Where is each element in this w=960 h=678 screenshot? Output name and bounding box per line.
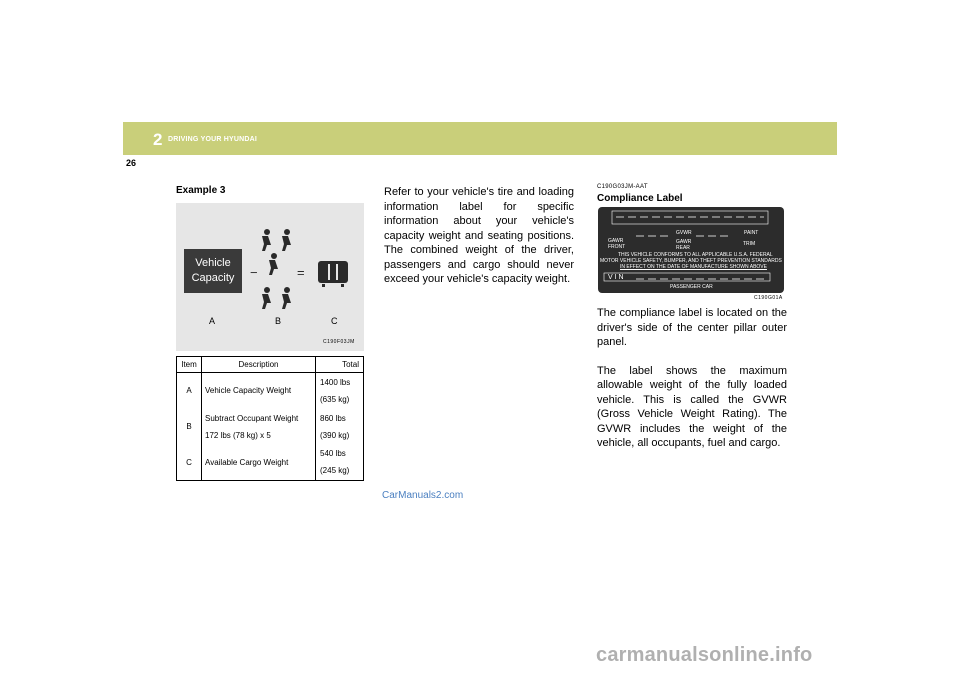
person-icon [282,229,291,251]
minus-sign: − [250,265,258,280]
watermark-link[interactable]: CarManuals2.com [382,490,464,501]
trim-text: TRIM [743,241,756,247]
row-item: C [177,445,202,481]
watermark-footer: carmanualsonline.info [596,644,813,666]
compliance-paragraph-2: The label shows the maximum allowable weight of the fully loaded vehicle. This is called the GVWR (Gross Vehicle Weight Rating). The GVWR includes the weight of the vehicle, all occupants, fuel and cargo. [597,364,787,449]
equals-sign: = [297,265,305,280]
person-icon [262,229,271,251]
chapter-number: 2 [153,130,163,149]
tire-loading-paragraph: Refer to your vehicle's tire and loading information label for specific information about your vehicle's capacity weight and seating positions. The combined weight of the driver, passengers and cargo should never exceed your vehicle's capacity weight. [384,186,574,285]
row-total-metric: (635 kg) [320,394,350,404]
row-item: A [177,373,202,409]
section-title: Compliance Label [597,193,683,204]
paint-text: PAINT [744,230,759,236]
table-header-total: Total [316,357,364,373]
capacity-table [176,356,364,481]
gawr-front-line1: GAWR [608,238,624,244]
passenger-car-text: PASSENGER CAR [670,284,713,290]
table-header-description: Description [202,357,316,373]
row-desc: Subtract Occupant Weight [205,413,299,423]
gvwr-text: GVWR [676,230,692,236]
vehicle-capacity-box [184,249,242,293]
label-a: A [209,316,216,326]
label-figure-code: C190G01A [754,295,783,301]
gawr-front-line2: FRONT [608,244,626,250]
table-row [177,445,364,481]
cargo-icon [318,261,348,283]
row-total: 540 lbs [320,449,346,459]
table-header-item: Item [177,357,202,373]
row-item: B [177,409,202,445]
label-line3: IN EFFECT ON THE DATE OF MANUFACTURE SHOWN ABOVE [620,264,767,270]
gawr-rear-line2: REAR [676,245,690,251]
compliance-text [597,306,787,465]
label-b: B [275,316,282,326]
row-total-metric: (390 kg) [320,430,350,440]
label-line1: THIS VEHICLE CONFORMS TO ALL APPLICABLE U.S.A. FEDERAL [618,252,773,258]
vehicle-capacity-line2: Capacity [191,272,235,284]
row-total-metric: (245 kg) [320,466,350,476]
chapter-title: DRIVING YOUR HYUNDAI [168,136,258,143]
row-total: 860 lbs [320,413,346,423]
page-number: 26 [126,158,137,168]
label-line2: MOTOR VEHICLE SAFETY, BUMPER, AND THEFT PREVENTION STANDARDS [600,258,782,264]
label-c: C [331,316,338,326]
gawr-rear-line1: GAWR [676,239,692,245]
compliance-label-image [598,207,784,293]
capacity-illustration [176,203,364,351]
example-title: Example 3 [176,185,226,196]
row-desc: Vehicle Capacity Weight [205,386,292,396]
row-total: 1400 lbs [320,377,351,387]
compliance-paragraph-1: The compliance label is located on the driver's side of the center pillar outer panel. [597,307,787,348]
person-icon [282,287,291,309]
table-row [177,409,364,445]
figure-code: C190F03JM [323,339,355,345]
vehicle-capacity-line1: Vehicle [195,257,231,269]
person-icon [262,287,271,309]
vin-text: V I N [608,274,624,281]
table-row [177,373,364,409]
label-outline-drawing [598,207,784,293]
row-desc-detail: 172 lbs (78 kg) x 5 [205,430,271,440]
section-code: C190G03JM-AAT [597,184,648,190]
row-desc: Available Cargo Weight [205,457,289,467]
person-icon [269,253,278,275]
